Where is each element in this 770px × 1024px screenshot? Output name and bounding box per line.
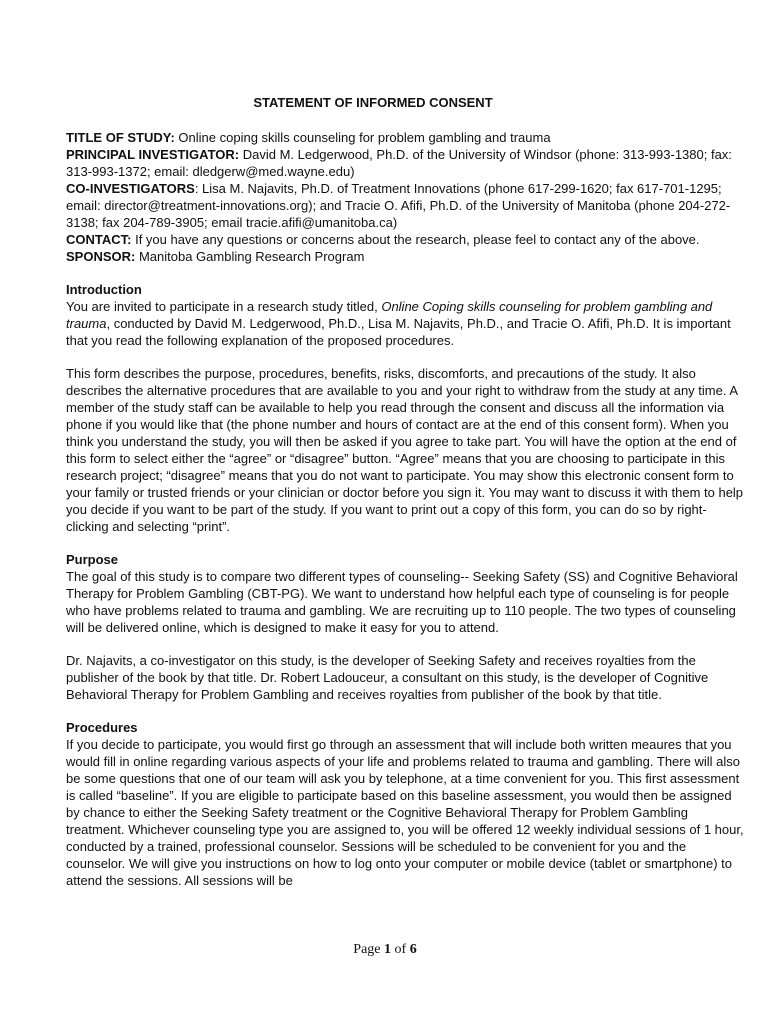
title-of-study-label: TITLE OF STUDY: — [66, 130, 175, 145]
of-word: of — [391, 942, 410, 957]
current-page-number: 1 — [384, 942, 392, 957]
document-content — [66, 94, 746, 889]
study-title-italic: Online Coping skills counseling for problem gambling and trauma — [66, 299, 713, 331]
introduction-heading: Introduction — [66, 282, 142, 297]
introduction-paragraph-2: This form describes the purpose, procedures, benefits, risks, discomforts, and precautions of the study. It also describes the alternative procedures that are available to you and your right to withdraw from the study at any time. A member of the study staff can be available to help you read through the consent and discuss all the information via phone if you would like that (the phone number and hours of contact are at the end of this consent form). When you think you understand the study, you will then be asked if you agree to take part. You will have the option at the end of this form to select either the “agree” or “disagree” button. “Agree” means that you are choosing to participate in this research project; “disagree” means that you do not want to participate. You may show this electronic consent form to your family or trusted friends or your clinician or doctor before you sign it. You may want to discuss it with them to help you decide if you want to be part of the study. If you want to print out a copy of this form, you can do so by right-clicking and selecting “print”. — [66, 366, 744, 534]
co-investigators-line — [66, 180, 746, 231]
sponsor-value: Manitoba Gambling Research Program — [135, 249, 365, 264]
co-investigators-label: CO-INVESTIGATORS — [66, 181, 195, 196]
introduction-section — [66, 298, 746, 535]
principal-investigator-line — [66, 146, 746, 180]
principal-investigator-label: PRINCIPAL INVESTIGATOR: — [66, 147, 240, 162]
introduction-text-a: You are invited to participate in a research study titled, — [66, 299, 382, 314]
page-word: Page — [353, 942, 385, 957]
title-of-study-line — [66, 129, 746, 146]
purpose-paragraph-1: The goal of this study is to compare two different types of counseling-- Seeking Safety (SS) and Cognitive Behavioral Therapy for Problem Gambling (CBT-PG). We want to understand how helpful each type of counseling is for people who have problems related to trauma and gambling. We are recruiting up to 110 people. The two types of counseling will be delivered online, which is designed to make it easy for you to attend. — [66, 569, 738, 635]
contact-value: If you have any questions or concerns about the research, please feel to contact any of the above. — [131, 232, 700, 247]
principal-investigator-value: David M. Ledgerwood, Ph.D. of the University of Windsor (phone: 313-993-1380; fax: 313-993-1372; email: dledgerw@med.wayne.edu) — [66, 147, 732, 179]
purpose-section — [66, 568, 746, 703]
contact-label: CONTACT: — [66, 232, 132, 247]
purpose-paragraph-2: Dr. Najavits, a co-investigator on this study, is the developer of Seeking Safety and receives royalties from the publisher of the book by that title. Dr. Robert Ladouceur, a consultant on this study, is the developer of Cognitive Behavioral Therapy for Problem Gambling and receives royalties from publisher of the book by that title. — [66, 653, 709, 702]
purpose-heading: Purpose — [66, 552, 119, 567]
total-page-count: 6 — [409, 942, 417, 957]
introduction-text-b: , conducted by David M. Ledgerwood, Ph.D., Lisa M. Najavits, Ph.D., and Tracie O. Afifi, Ph.D. It is important that you read the following explanation of the proposed procedures. — [66, 316, 731, 348]
study-info-block — [66, 129, 746, 265]
procedures-paragraph-1: If you decide to participate, you would first go through an assessment that will include both written meaures that you would fill in online regarding various aspects of your life and problems related to trauma and gambling. There will also be some questions that one of our team will ask you by telephone, at a time convenient for you. This first assessment is called “baseline”. If you are eligible to participate based on this baseline assessment, you would then be assigned by chance to either the Seeking Safety treatment or the Cognitive Behavioral Therapy for Problem Gambling treatment. Whichever counseling type you are assigned to, you will be offered 12 weekly individual sessions of 1 hour, conducted by a trained, professional counselor. Sessions will be scheduled to be convenient for you and the counselor. We will give you instructions on how to log onto your computer or mobile device (tablet or smartphone) to attend the sessions. All sessions will be — [66, 737, 744, 888]
procedures-section — [66, 736, 746, 889]
document-title: STATEMENT OF INFORMED CONSENT — [253, 95, 493, 110]
contact-line — [66, 231, 746, 248]
sponsor-label: SPONSOR: — [66, 249, 136, 264]
sponsor-line — [66, 248, 746, 265]
introduction-paragraph-1 — [66, 298, 746, 349]
co-investigators-value: : Lisa M. Najavits, Ph.D. of Treatment Innovations (phone 617-299-1620; fax 617-701-1295; email: director@treatment-innovations.org); and Tracie O. Afifi, Ph.D. of the University of Manitoba (phone 204-272-3138; fax 204-789-3905; email tracie.afifi@umanitoba.ca) — [66, 181, 731, 230]
title-of-study-value: Online coping skills counseling for problem gambling and trauma — [174, 130, 551, 145]
page-number-footer — [0, 942, 770, 958]
procedures-heading: Procedures — [66, 720, 138, 735]
